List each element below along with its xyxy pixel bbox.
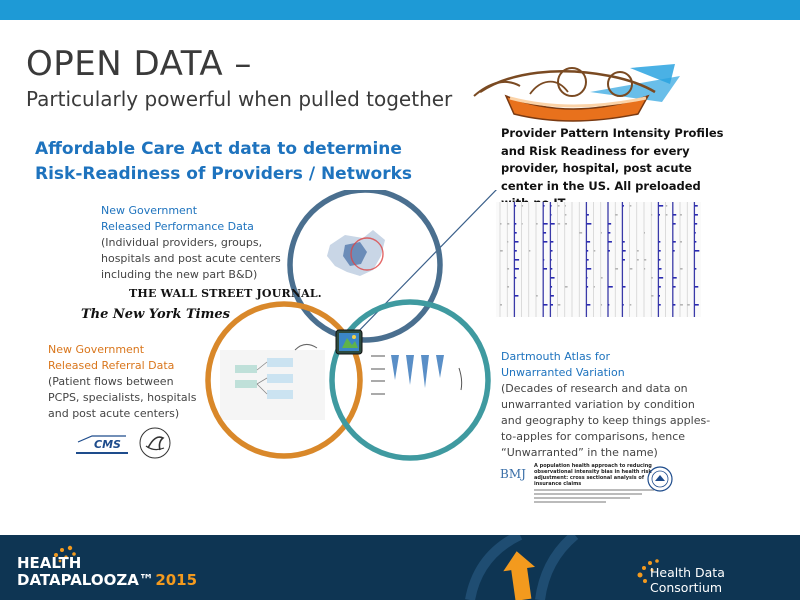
footer-bar [0, 535, 800, 600]
bmj-logo: BMJ [500, 467, 526, 481]
center-logo-icon [336, 330, 362, 354]
bmj-article-title: A population health approach to reducing observational intensity bias in health risk adjustment: cross sectional analysis of insurance claims [534, 463, 652, 487]
provider-profile-text: Provider Pattern Intensity Profiles and Risk Readiness for every provider, hospital, post acute center in the US. All preloaded [501, 126, 724, 193]
provider-pattern-chart-thumbnail [496, 202, 701, 317]
gov-referral-body: (Patient flows between PCPS, specialists, hospitals and post acute centers) [48, 375, 197, 420]
gov-referral-heading-2: Released Referral Data [48, 359, 175, 372]
dartmouth-heading-2: Unwarranted Variation [501, 366, 625, 379]
institution-seal-icon [646, 465, 674, 493]
us-map-thumbnail [327, 230, 385, 276]
datapalooza-brand-line2 [17, 571, 197, 589]
top-accent-bar [0, 0, 800, 20]
nyt-logo: The New York Times [81, 307, 230, 322]
section-heading-line1: Affordable Care Act data to determine [35, 139, 402, 159]
slide-title: OPEN DATA – [26, 44, 252, 84]
datapalooza-year: 2015 [155, 571, 198, 589]
section-heading [35, 137, 455, 187]
datapalooza-brand-name: DATAPALOOZA™ [17, 571, 154, 589]
gov-performance-body: (Individual providers, groups, hospitals and post acute centers including the new part B&D) [101, 236, 281, 281]
up-arrow-icon [501, 549, 540, 600]
gov-performance-data-block [101, 203, 286, 283]
gov-performance-heading-2: Released Performance Data [101, 220, 254, 233]
dartmouth-body: (Decades of research and data on unwarranted variation by condition and geography to keep things apples-to-apples for comparisons, hence “Unwarranted” in the name) [501, 382, 711, 459]
dartmouth-heading-1: Dartmouth Atlas for [501, 350, 611, 363]
wsj-logo: THE WALL STREET JOURNAL. [129, 287, 322, 300]
referral-flow-thumbnail [220, 344, 325, 420]
gov-performance-heading-1: New Government [101, 204, 198, 217]
health-data-consortium-label: Health Data Consortium [650, 565, 725, 595]
cms-logo [74, 432, 130, 458]
gov-referral-heading-1: New Government [48, 343, 145, 356]
svg-text:CMS: CMS [94, 438, 121, 451]
bmj-article-body-lines [534, 489, 654, 505]
gov-referral-data-block [48, 342, 198, 422]
variation-chart-thumbnail [365, 340, 475, 410]
hhs-seal-logo [138, 426, 172, 460]
bmj-article-thumbnail [500, 463, 690, 515]
section-heading-line2: Risk-Readiness of Providers / Networks [35, 164, 413, 184]
canoe-illustration [470, 62, 685, 132]
slide-subtitle: Particularly powerful when pulled together [26, 87, 453, 111]
dartmouth-atlas-block [501, 349, 716, 461]
datapalooza-brand-line1: HEALTH [17, 554, 82, 572]
